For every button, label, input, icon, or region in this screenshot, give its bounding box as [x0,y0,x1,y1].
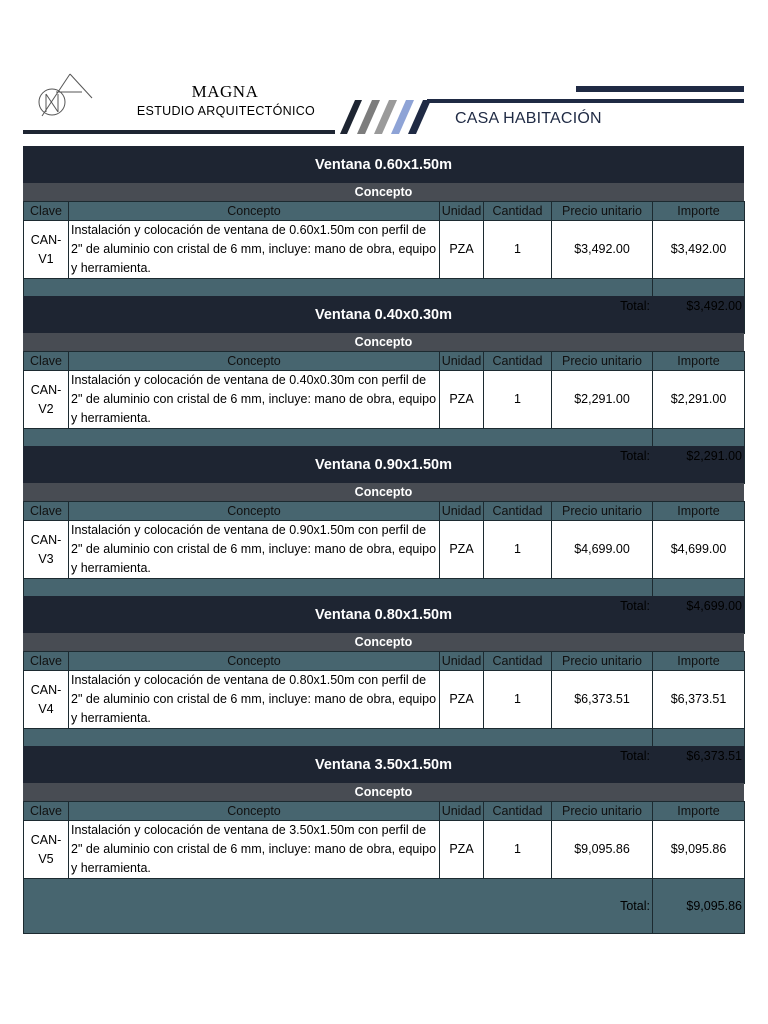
cell-importe: $6,373.51 [653,671,745,729]
brand-subtitle: ESTUDIO ARQUITECTÓNICO [136,104,316,118]
table-header-row [24,202,745,221]
concepto-bar: Concepto [23,183,744,201]
table-header-row [24,352,745,371]
table-row [24,821,745,879]
window-section [23,746,744,913]
table-row [24,221,745,279]
col-header-clave: Clave [24,502,69,521]
cell-descripcion: Instalación y colocación de ventana de 0.80x1.50m con perfil de 2" de aluminio con cristal de 6 mm, incluye: mano de obra, equipo y herramienta. [69,671,440,729]
col-header-precio-unitario: Precio unitario [552,202,653,221]
col-header-unidad: Unidad [440,202,484,221]
cell-descripcion: Instalación y colocación de ventana de 0.90x1.50m con perfil de 2" de aluminio con cristal de 6 mm, incluye: mano de obra, equipo y herramienta. [69,521,440,579]
window-section [23,596,744,763]
header-decoration [0,0,768,145]
cell-descripcion: Instalación y colocación de ventana de 0.60x1.50m con perfil de 2" de aluminio con cristal de 6 mm, incluye: mano de obra, equipo y herramienta. [69,221,440,279]
cell-unidad: PZA [440,221,484,279]
col-header-precio-unitario: Precio unitario [552,652,653,671]
col-header-unidad: Unidad [440,652,484,671]
concepto-bar: Concepto [23,783,744,801]
total-label: Total: [552,579,653,634]
concepto-bar: Concepto [23,633,744,651]
total-label: Total: [552,279,653,334]
col-header-importe: Importe [653,502,745,521]
cell-unidad: PZA [440,371,484,429]
section-title: Ventana 0.40x0.30m [23,296,744,333]
section-title: Ventana 0.80x1.50m [23,596,744,633]
document-title: CASA HABITACIÓN [455,110,602,127]
cell-importe: $9,095.86 [653,821,745,879]
col-header-importe: Importe [653,802,745,821]
col-header-concepto: Concepto [69,802,440,821]
col-header-unidad: Unidad [440,802,484,821]
table-row [24,521,745,579]
header-line-right [427,99,744,103]
cell-importe: $4,699.00 [653,521,745,579]
table-header-row [24,652,745,671]
table-header-row [24,802,745,821]
cell-cantidad: 1 [484,821,552,879]
cell-cantidad: 1 [484,221,552,279]
total-label: Total: [552,879,653,934]
col-header-clave: Clave [24,352,69,371]
col-header-cantidad: Cantidad [484,352,552,371]
col-header-unidad: Unidad [440,352,484,371]
cell-precio-unitario: $9,095.86 [552,821,653,879]
total-value: $3,492.00 [653,279,745,334]
col-header-cantidad: Cantidad [484,802,552,821]
section-title: Ventana 0.60x1.50m [23,146,744,183]
brand-name: MAGNA [191,82,259,101]
col-header-clave: Clave [24,802,69,821]
col-header-unidad: Unidad [440,502,484,521]
window-section [23,296,744,463]
concepto-bar: Concepto [23,333,744,351]
total-value: $2,291.00 [653,429,745,484]
cell-unidad: PZA [440,821,484,879]
table-header-row [24,502,745,521]
window-section [23,146,744,313]
col-header-cantidad: Cantidad [484,202,552,221]
cell-descripcion: Instalación y colocación de ventana de 3.50x1.50m con perfil de 2" de aluminio con cristal de 6 mm, incluye: mano de obra, equipo y herramienta. [69,821,440,879]
page-header [0,0,768,145]
cell-unidad: PZA [440,521,484,579]
slash-dark [340,100,362,134]
concepto-bar: Concepto [23,483,744,501]
col-header-concepto: Concepto [69,502,440,521]
total-value: $4,699.00 [653,579,745,634]
col-header-importe: Importe [653,202,745,221]
items-table [23,801,745,934]
cell-clave: CAN- V4 [24,671,69,729]
cell-clave: CAN- V5 [24,821,69,879]
total-label: Total: [552,429,653,484]
table-row [24,371,745,429]
cell-clave: CAN- V3 [24,521,69,579]
col-header-precio-unitario: Precio unitario [552,352,653,371]
cell-unidad: PZA [440,671,484,729]
quote-sections [23,146,744,913]
cell-cantidad: 1 [484,671,552,729]
cell-precio-unitario: $6,373.51 [552,671,653,729]
cell-clave: CAN- V1 [24,221,69,279]
magna-logo-icon [36,72,96,132]
cell-descripcion: Instalación y colocación de ventana de 0.40x0.30m con perfil de 2" de aluminio con cristal de 6 mm, incluye: mano de obra, equipo y herramienta. [69,371,440,429]
cell-precio-unitario: $4,699.00 [552,521,653,579]
col-header-importe: Importe [653,652,745,671]
col-header-cantidad: Cantidad [484,502,552,521]
section-title: Ventana 3.50x1.50m [23,746,744,783]
cell-importe: $2,291.00 [653,371,745,429]
total-row [24,879,745,934]
col-header-cantidad: Cantidad [484,652,552,671]
col-header-clave: Clave [24,652,69,671]
col-header-importe: Importe [653,352,745,371]
col-header-concepto: Concepto [69,202,440,221]
col-header-clave: Clave [24,202,69,221]
cell-clave: CAN- V2 [24,371,69,429]
total-label: Total: [552,729,653,784]
cell-importe: $3,492.00 [653,221,745,279]
total-value: $9,095.86 [653,879,745,934]
cell-precio-unitario: $3,492.00 [552,221,653,279]
window-section [23,446,744,613]
cell-cantidad: 1 [484,371,552,429]
total-spacer [24,879,552,934]
cell-cantidad: 1 [484,521,552,579]
total-value: $6,373.51 [653,729,745,784]
cell-precio-unitario: $2,291.00 [552,371,653,429]
section-title: Ventana 0.90x1.50m [23,446,744,483]
col-header-precio-unitario: Precio unitario [552,502,653,521]
header-bar-right [576,86,744,92]
col-header-precio-unitario: Precio unitario [552,802,653,821]
table-row [24,671,745,729]
col-header-concepto: Concepto [69,352,440,371]
col-header-concepto: Concepto [69,652,440,671]
